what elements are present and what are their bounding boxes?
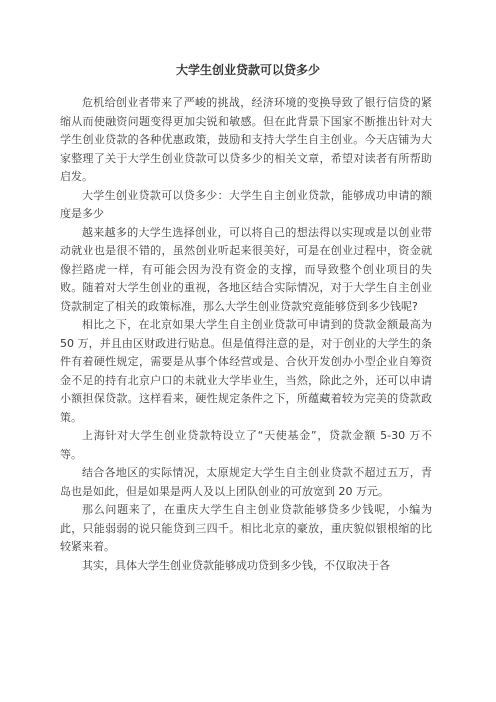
paragraph: 大学生创业贷款可以贷多少：大学生自主创业贷款，能够成功申请的额度是多少 [60,188,432,220]
paragraph: 上海针对大学生创业贷款特设立了“天使基金”，贷款金额 5-30 万不等。 [60,429,432,461]
paragraph: 那么问题来了，在重庆大学生自主创业贷款能够贷多少钱呢，小编为此，只能弱弱的说只能贷到三四千。相比北京的豪放，重庆貌似银根缩的比较紧来着。 [60,503,432,553]
paragraph: 危机给创业者带来了严峻的挑战，经济环境的变换导致了银行信贷的紧缩从而使融资问题变得更加尖锐和敏感。但在此背景下国家不断推出针对大学生创业贷款的各种优惠政策，鼓励和支持大学生自主创业。今天店铺为大家整理了关于大学生创业贷款可以贷多少的相关文章，希望对读者有所帮助启发。 [60,96,432,183]
document-body [60,94,432,575]
paragraph: 其实，具体大学生创业贷款能够成功贷到多少钱，不仅取决于各 [82,558,390,572]
paragraph: 越来越多的大学生选择创业，可以将自己的想法得以实现或是以创业带动就业也是很不错的，虽然创业听起来很美好，可是在创业过程中，资金就像拦路虎一样，有可能会因为没有资金的支撑，而导致整个创业项目的失败。随着对大学生创业的重视，各地区结合实际情况，对于大学生自主创业贷款制定了相关的政策标准，那么大学生创业贷款究竟能够贷到多少钱呢? [60,225,432,313]
document-title: 大学生创业贷款可以贷多少 [175,63,320,77]
paragraph: 结合各地区的实际情况，太原规定大学生自主创业贷款不超过五万，青岛也是如此，但是如果是两人及以上团队创业的可放宽到 20 万元。 [60,466,432,498]
paragraph: 相比之下，在北京如果大学生自主创业贷款可申请到的贷款金额最高为 50 万，并且由区财政进行贴息。但是值得注意的是，对于创业的大学生的条件有着硬性规定，需要是从事个体经营或是、合伙开发创办小型企业自筹资金不足的持有北京户口的未就业大学毕业生，当然，除此之外，还可以申请小额担保贷款。这样看来，硬性规定条件之下，所蕴藏着较为完美的贷款政策。 [60,318,432,424]
